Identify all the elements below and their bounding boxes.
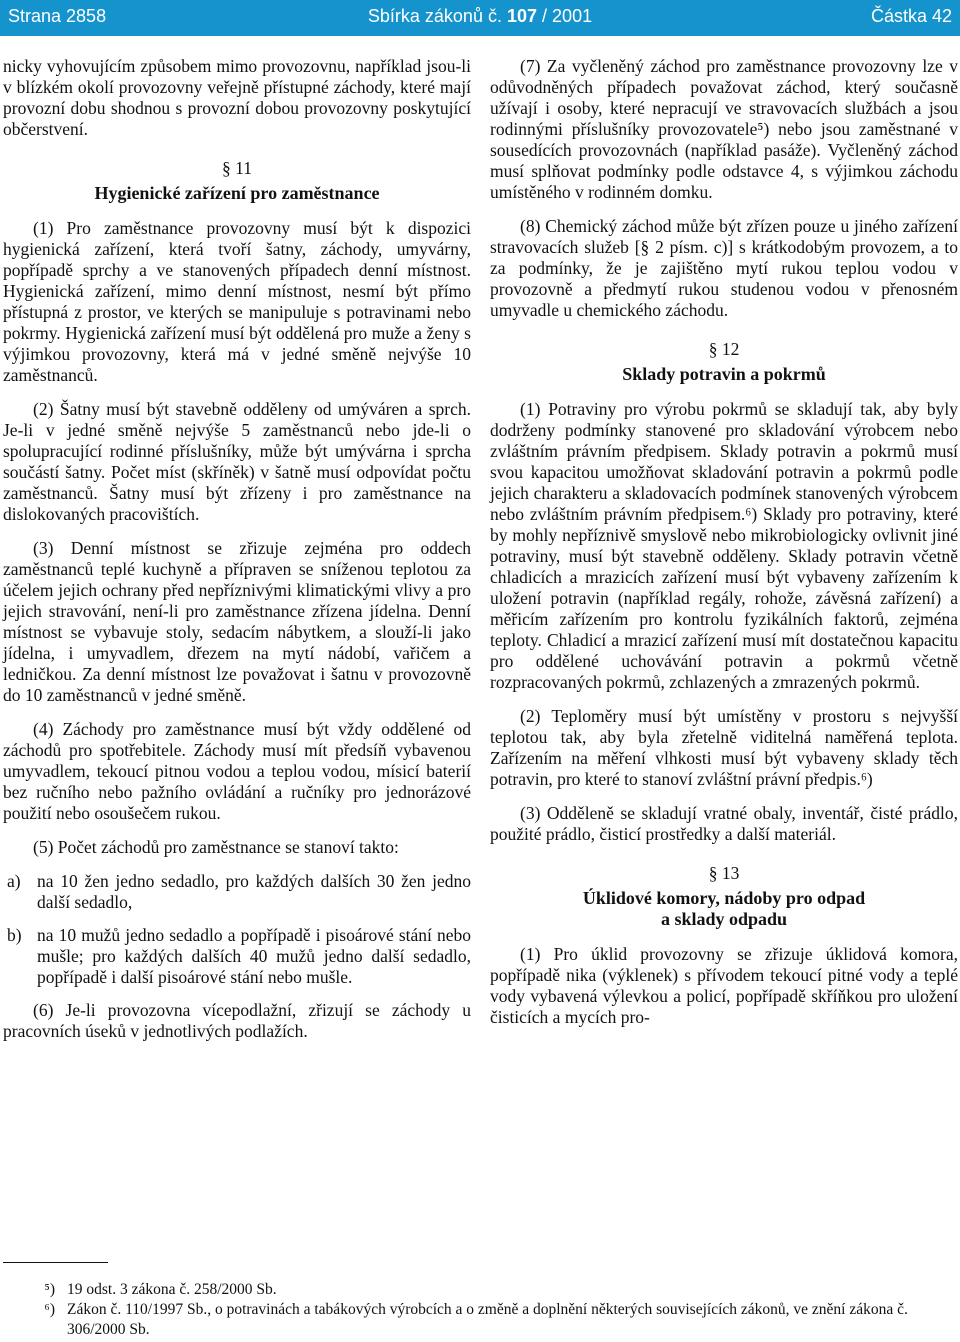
list-item-letter: b) [7, 925, 22, 945]
intro-paragraph: nicky vyhovujícím způsobem mimo provozovnu, například jsou-li v blízkém okolí provozovny veřejně přístupné záchody, které mají provozní dobu shodnou s provozní dobou provozovny poskytující občerstvení. [3, 56, 471, 139]
list-item [3, 925, 471, 988]
s12-paragraph-2: (2) Teploměry musí být umístěny v prostoru s nejvyšší teplotou tak, aby byla zřetelně viditelná naměřená teplota. Zařízením na měření vlhkosti musí být vybaveny sklady těch potravin, pro které to stanoví zvláštní právní předpis.⁶) [490, 706, 958, 789]
collection-year: / 2001 [542, 6, 593, 26]
s11-paragraph-2: (2) Šatny musí být stavebně odděleny od umýváren a sprch. Je-li v jedné směně nejvýše 5 zaměstnanců nebo jde-li o spolupracující rodinné příslušníky, může být umývárna i sprcha součástí šatny. Počet míst (skříněk) v šatně musí odpovídat počtu zaměstnanců. Šatny musí být zřízeny i pro zaměstnance na dislokovaných pracovištích. [3, 399, 471, 524]
s12-paragraph-1: (1) Potraviny pro výrobu pokrmů se skladují tak, aby byly dodrženy podmínky stanovené pro skladování výrobcem nebo zvláštním právním předpisem. Sklady potravin a pokrmů musí svou kapacitou umožňovat skladování potravin a pokrmů podle jejich charakteru a skladovacích podmínek stanovených výrobcem nebo zvláštním právním předpisem.⁶) Sklady pro potraviny, které by mohly nepříznivě smyslově nebo mikrobiologicky ovlivnit jiné potraviny, musí být stavebně odděleny. Sklady potravin včetně chladicích a mrazicích zařízení musí být vybaveny zařízením k uložení potravin (například regály, rohože, závěsná zařízení) a měřicím zařízením pro kontrolu fyzikálních faktorů, zejména teploty. Chladicí a mrazicí zařízení musí mít dostatečnou kapacitu pro oddělené uchovávání potravin a pokrmů včetně rozpracovaných pokrmů, zchlazených a zmrazených pokrmů. [490, 399, 958, 692]
toilet-count-list [3, 871, 471, 988]
section-13-title-line-2: a sklady odpadu [660, 909, 788, 929]
page-label: Strana 2858 [8, 6, 107, 26]
s11-paragraph-7: (7) Za vyčleněný záchod pro zaměstnance provozovny lze v odůvodněných případech považovat záchod, který současně užívají i osoby, které nepracují ve stravovacích službách a jsou rodinnými příslušníky provozovatele⁵) nebo jsou zaměstnané v sousedících provozovnách (například pasáže). Vyčleněný záchod musí splňovat podmínky podle odstavce 4, s výjimkou záchodu umístěného v rodinném domku. [490, 56, 958, 202]
section-11-title: Hygienické zařízení pro zaměstnance [94, 183, 380, 203]
section-12-title: Sklady potravin a pokrmů [622, 364, 826, 384]
list-item [3, 871, 471, 913]
s12-paragraph-3: (3) Odděleně se skladují vratné obaly, inventář, čisté prádlo, použité prádlo, čisticí prostředky a další materiál. [490, 803, 958, 844]
footnote [3, 1280, 955, 1300]
s11-paragraph-5: (5) Počet záchodů pro zaměstnance se stanoví takto: [33, 837, 399, 857]
collection-number: 107 [506, 6, 538, 26]
footnote [3, 1300, 955, 1340]
footnote-mark: ⁶) [44, 1301, 55, 1318]
section-13-number: § 13 [708, 863, 740, 883]
section-11-number: § 11 [222, 158, 252, 178]
page-header [0, 0, 960, 36]
list-item-letter: a) [7, 871, 21, 891]
footnote-text: Zákon č. 110/1997 Sb., o potravinách a tabákových výrobcích a o změně a doplnění některých souvisejících zákonů, ve znění zákona č. 306/2000 Sb. [67, 1301, 908, 1338]
left-column [3, 56, 471, 1055]
footnote-mark: ⁵) [44, 1281, 55, 1298]
s11-paragraph-4: (4) Záchody pro zaměstnance musí být vždy oddělené od záchodů pro spotřebitele. Záchody musí mít předsíň vybavenou umyvadlem, tekoucí pitnou vodou a teplou vodou, mísicí baterií bez ručního nebo pažního ovládání a ručníky pro jednorázové použití nebo osoušečem rukou. [3, 719, 471, 823]
s11-paragraph-3: (3) Denní místnost se zřizuje zejména pro oddech zaměstnanců teplé kuchyně a přípraven se sníženou teplotou za účelem jejich ochrany před nepříznivými klimatickými vlivy a pro jejich stravování, není-li pro zaměstnance zřízena jídelna. Denní místnost se vybavuje stoly, sedacím nábytkem, a slouží-li jako jídelna, i umyvadlem, dřezem na mytí nádobí, vařičem a ledničkou. Za denní místnost lze považovat i šatnu v provozovně do 10 zaměstnanců v jedné směně. [3, 538, 471, 705]
collection-title [0, 6, 960, 27]
section-13-title-cont [490, 909, 958, 930]
section-13-title-line-1: Úklidové komory, nádoby pro odpad [582, 888, 866, 908]
s11-paragraph-6: (6) Je-li provozovna vícepodlažní, zřizují se záchody u pracovních úseků v jednotlivých podlažích. [3, 1000, 471, 1041]
part-label: Částka 42 [870, 6, 952, 26]
footnotes [3, 1280, 955, 1340]
s11-paragraph-8: (8) Chemický záchod může být zřízen pouze u jiného zařízení stravovacích služeb [§ 2 písm. c)] s krátkodobým provozem, a to za podmínky, že je zajištěno mytí rukou teplou vodou v provozovně a předmytí rukou studenou vodou v přenosném umyvadle u chemického záchodu. [490, 216, 958, 320]
s11-paragraph-1: (1) Pro zaměstnance provozovny musí být k dispozici hygienická zařízení, která tvoří šatny, záchody, umyvárny, popřípadě sprchy a ve stanovených případech denní místnost. Hygienická zařízení, mimo denní místnost, nesmí být přímo přístupná z prostor, ve kterých se manipuluje s potravinami nebo pokrmy. Hygienická zařízení musí být oddělená pro muže a ženy s výjimkou provozovny, která má v jedné směně nejvýše 10 zaměstnanců. [3, 218, 471, 385]
collection-name: Sbírka zákonů č. [367, 6, 502, 26]
footnote-divider [3, 1262, 108, 1263]
footnote-text: 19 odst. 3 zákona č. 258/2000 Sb. [67, 1281, 277, 1298]
section-12-number: § 12 [708, 339, 740, 359]
s13-paragraph-1: (1) Pro úklid provozovny se zřizuje úklidová komora, popřípadě nika (výklenek) s přívodem tekoucí pitné vody a teplé vody vybavená výlevkou a policí, popřípadě skříňkou pro uložení čisticích a mycích pro- [490, 944, 958, 1027]
list-item-text: na 10 mužů jedno sedadlo a popřípadě i pisoárové stání nebo mušle; pro každých dalších 40 mužů jedno další sedadlo, popřípadě i další pisoárové stání nebo mušle. [37, 925, 471, 987]
right-column [490, 56, 958, 1041]
section-13-title [490, 888, 958, 909]
list-item-text: na 10 žen jedno sedadlo, pro každých dalších 30 žen jedno další sedadlo, [37, 871, 471, 912]
